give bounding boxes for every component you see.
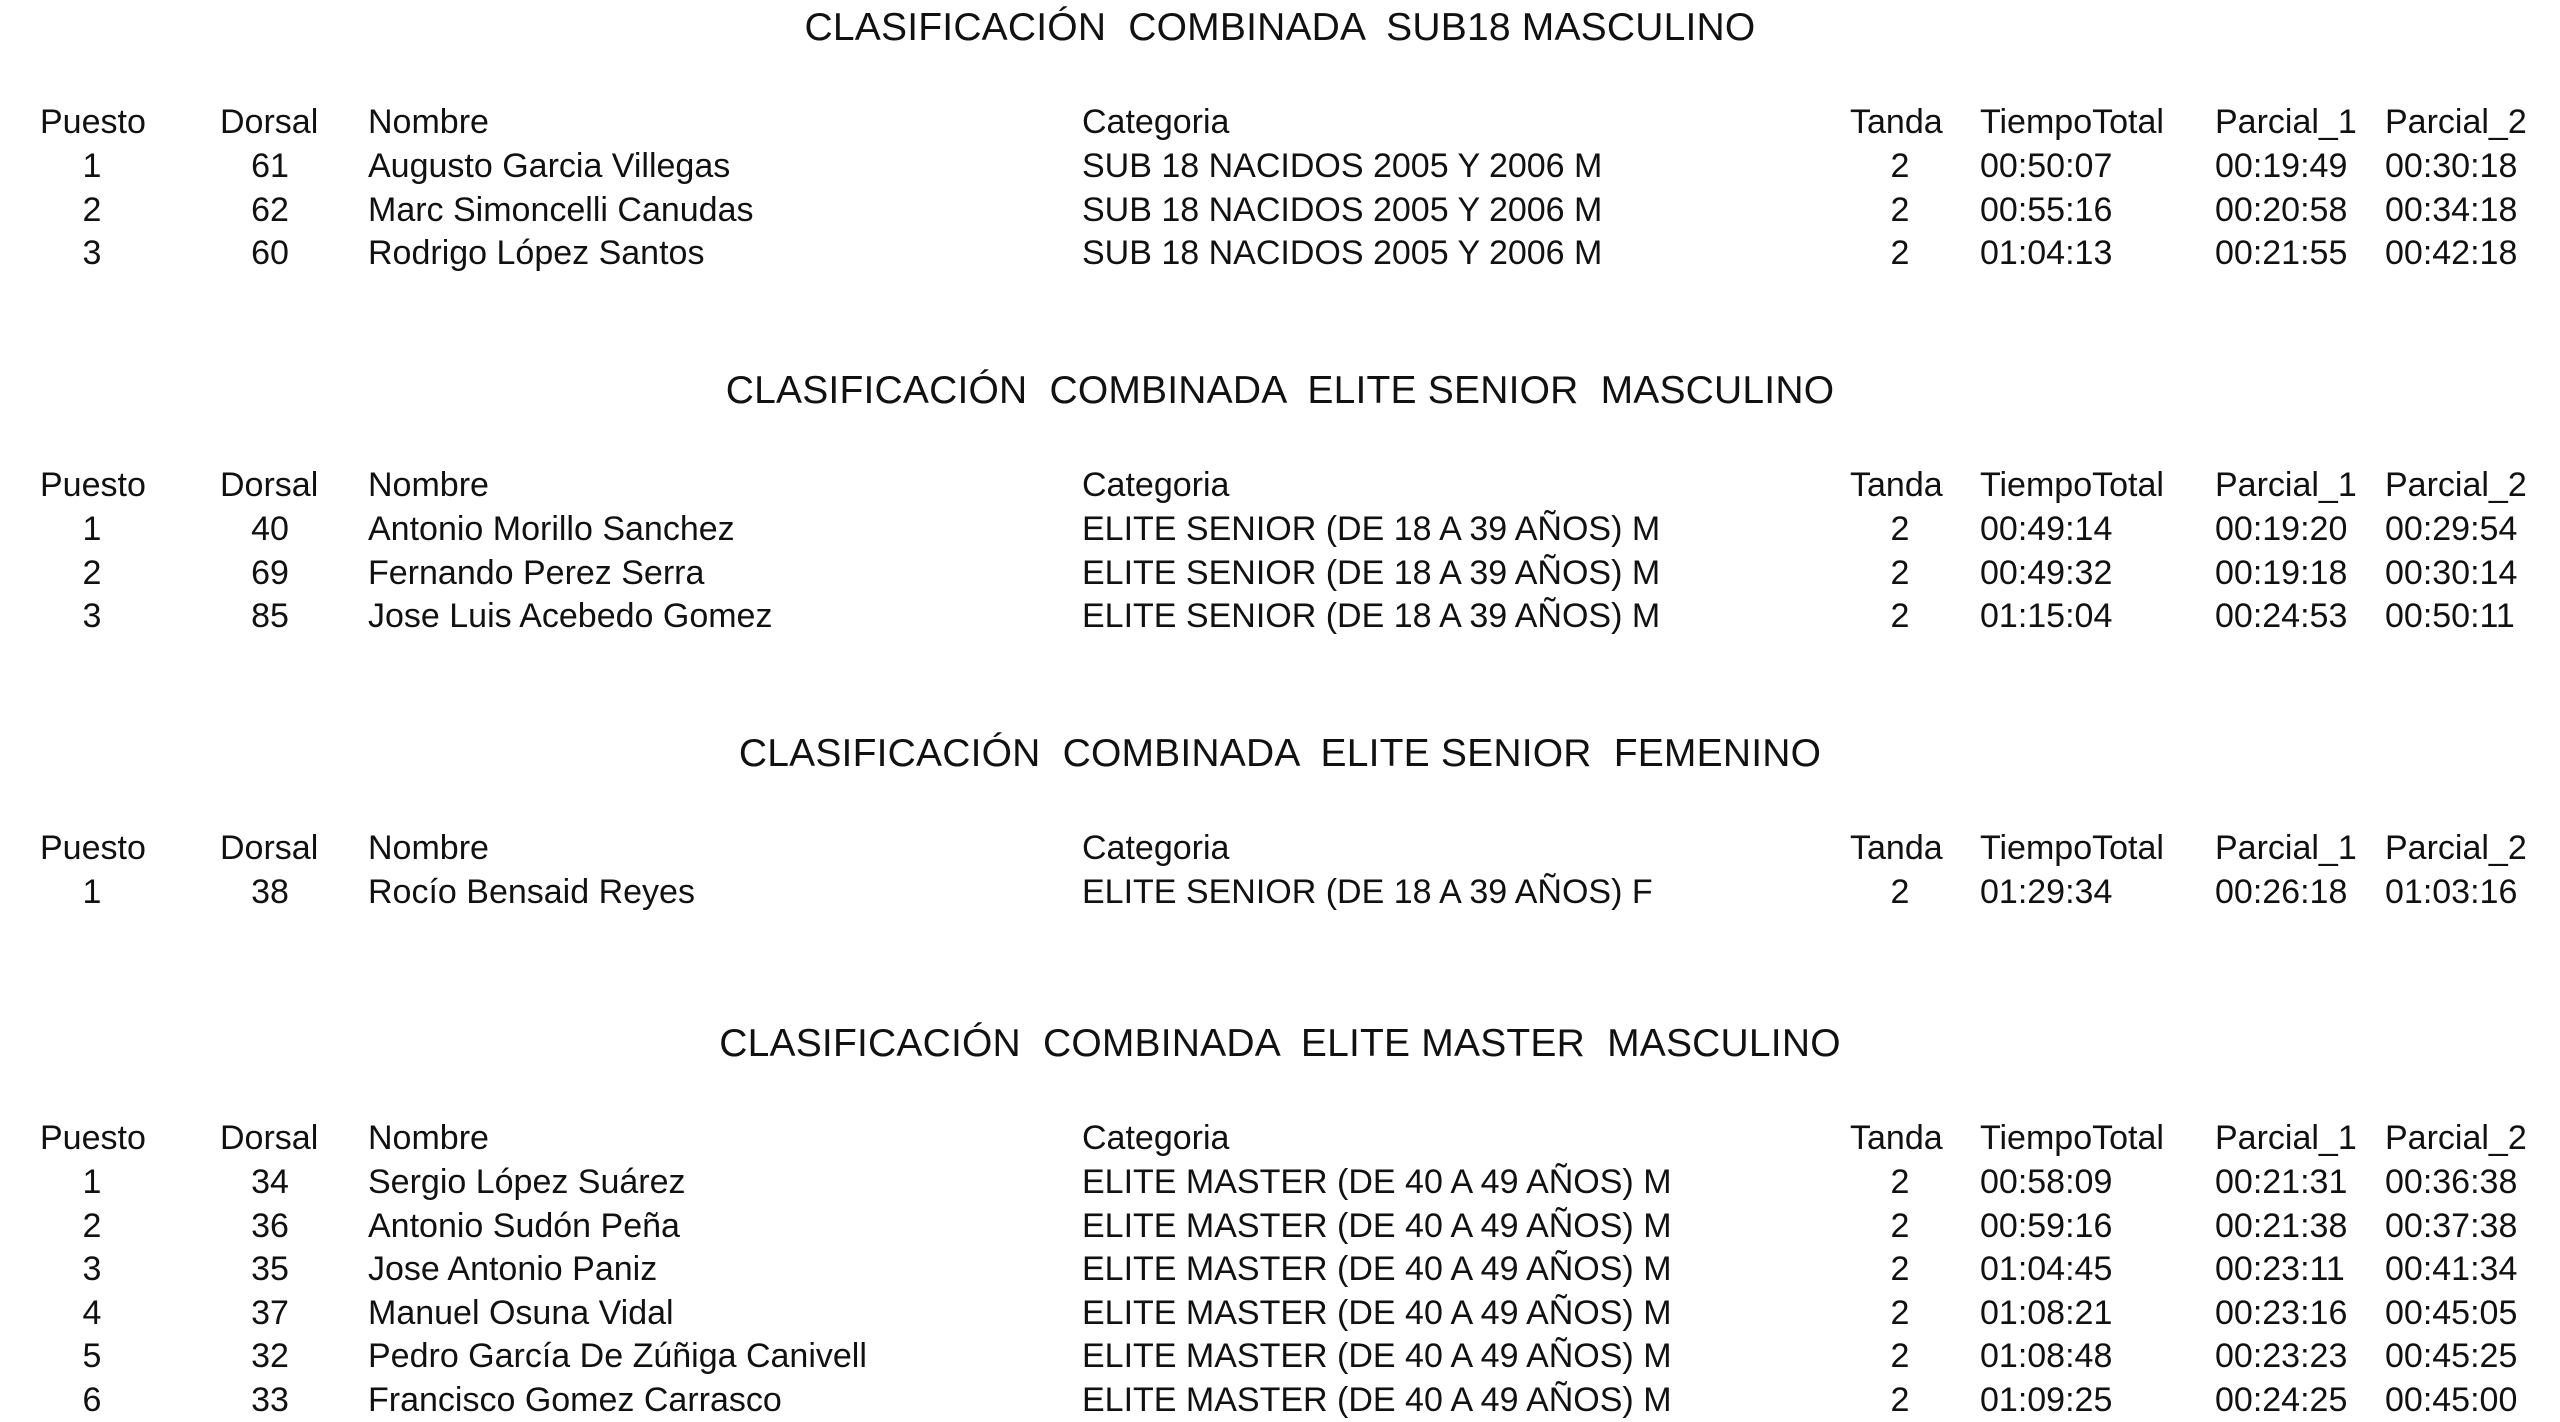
column-header-tiempo-total: TiempoTotal	[1980, 829, 2164, 867]
cell-parcial-1: 00:21:38	[2215, 1206, 2348, 1245]
cell-parcial-2: 00:42:18	[2385, 234, 2518, 272]
cell-parcial-1: 00:24:25	[2215, 1380, 2348, 1419]
cell-tanda: 2	[1890, 1337, 1910, 1375]
cell-tanda: 2	[1890, 553, 1910, 592]
cell-categoria: ELITE MASTER (DE 40 A 49 AÑOS) M	[1082, 1206, 1672, 1245]
cell-puesto: 1	[82, 510, 102, 548]
column-header-tanda: Tanda	[1850, 829, 1943, 867]
cell-nombre: Francisco Gomez Carrasco	[368, 1380, 782, 1419]
column-header-dorsal: Dorsal	[220, 103, 319, 141]
cell-dorsal: 60	[251, 234, 289, 272]
cell-tanda: 2	[1890, 1250, 1910, 1288]
column-header-puesto: Puesto	[40, 103, 146, 141]
cell-nombre: Antonio Morillo Sanchez	[368, 510, 735, 548]
cell-parcial-2: 00:45:25	[2385, 1337, 2518, 1375]
cell-nombre: Marc Simoncelli Canudas	[368, 190, 754, 229]
cell-tiempo-total: 00:49:14	[1980, 510, 2113, 548]
cell-parcial-2: 00:29:54	[2385, 510, 2518, 548]
column-header-nombre: Nombre	[368, 1119, 489, 1157]
cell-dorsal: 33	[251, 1380, 289, 1419]
cell-parcial-2: 00:45:05	[2385, 1293, 2518, 1332]
cell-parcial-2: 00:30:14	[2385, 553, 2518, 592]
cell-parcial-1: 00:24:53	[2215, 597, 2348, 635]
cell-tanda: 2	[1890, 1163, 1910, 1201]
cell-puesto: 2	[82, 190, 102, 229]
cell-tanda: 2	[1890, 234, 1910, 272]
column-header-parcial-2: Parcial_2	[2385, 466, 2527, 504]
column-header-nombre: Nombre	[368, 103, 489, 141]
table-row	[0, 1291, 2560, 1335]
cell-puesto: 3	[82, 234, 102, 272]
table-header-row	[0, 1116, 2560, 1160]
column-header-tanda: Tanda	[1850, 1119, 1943, 1157]
cell-puesto: 5	[82, 1337, 102, 1375]
table-row	[0, 551, 2560, 595]
column-header-parcial-2: Parcial_2	[2385, 829, 2527, 867]
column-header-parcial-2: Parcial_2	[2385, 103, 2527, 141]
cell-dorsal: 85	[251, 597, 289, 635]
cell-tanda: 2	[1890, 873, 1910, 911]
column-header-parcial-1: Parcial_1	[2215, 466, 2357, 504]
cell-dorsal: 37	[251, 1293, 289, 1332]
cell-tiempo-total: 01:08:21	[1980, 1293, 2113, 1332]
column-header-tiempo-total: TiempoTotal	[1980, 1119, 2164, 1157]
cell-puesto: 3	[82, 1250, 102, 1288]
cell-tiempo-total: 00:59:16	[1980, 1206, 2113, 1245]
cell-nombre: Sergio López Suárez	[368, 1163, 686, 1201]
cell-puesto: 1	[82, 1163, 102, 1201]
cell-categoria: ELITE MASTER (DE 40 A 49 AÑOS) M	[1082, 1380, 1672, 1419]
table-row	[0, 1160, 2560, 1204]
cell-parcial-2: 00:36:38	[2385, 1163, 2518, 1201]
cell-parcial-1: 00:20:58	[2215, 190, 2348, 229]
cell-tanda: 2	[1890, 1206, 1910, 1245]
cell-categoria: ELITE SENIOR (DE 18 A 39 AÑOS) M	[1082, 510, 1661, 548]
cell-parcial-2: 00:45:00	[2385, 1380, 2518, 1419]
cell-categoria: SUB 18 NACIDOS 2005 Y 2006 M	[1082, 147, 1603, 185]
cell-nombre: Pedro García De Zúñiga Canivell	[368, 1337, 867, 1375]
cell-tiempo-total: 01:04:13	[1980, 234, 2113, 272]
cell-categoria: ELITE SENIOR (DE 18 A 39 AÑOS) M	[1082, 597, 1661, 635]
cell-dorsal: 62	[251, 190, 289, 229]
table-header-row	[0, 463, 2560, 507]
cell-nombre: Rodrigo López Santos	[368, 234, 705, 272]
column-header-puesto: Puesto	[40, 829, 146, 867]
cell-tiempo-total: 00:50:07	[1980, 147, 2113, 185]
column-header-dorsal: Dorsal	[220, 466, 319, 504]
cell-tanda: 2	[1890, 597, 1910, 635]
cell-parcial-1: 00:23:11	[2215, 1250, 2345, 1288]
cell-tiempo-total: 01:08:48	[1980, 1337, 2113, 1375]
cell-nombre: Rocío Bensaid Reyes	[368, 873, 695, 911]
cell-nombre: Augusto Garcia Villegas	[368, 147, 731, 185]
table-row	[0, 594, 2560, 638]
cell-tiempo-total: 01:29:34	[1980, 873, 2113, 911]
cell-categoria: ELITE MASTER (DE 40 A 49 AÑOS) M	[1082, 1337, 1672, 1375]
cell-categoria: SUB 18 NACIDOS 2005 Y 2006 M	[1082, 234, 1603, 272]
table-row	[0, 188, 2560, 232]
section-title: CLASIFICACIÓN COMBINADA SUB18 MASCULINO	[804, 6, 1756, 49]
column-header-dorsal: Dorsal	[220, 1119, 319, 1157]
cell-parcial-1: 00:23:16	[2215, 1293, 2348, 1332]
column-header-parcial-1: Parcial_1	[2215, 829, 2357, 867]
cell-tanda: 2	[1890, 147, 1910, 185]
table-header-row	[0, 826, 2560, 870]
table-row	[0, 144, 2560, 188]
column-header-tiempo-total: TiempoTotal	[1980, 103, 2164, 141]
column-header-parcial-1: Parcial_1	[2215, 103, 2357, 141]
cell-tiempo-total: 01:09:25	[1980, 1380, 2113, 1419]
column-header-nombre: Nombre	[368, 829, 489, 867]
cell-categoria: ELITE SENIOR (DE 18 A 39 AÑOS) F	[1082, 873, 1653, 911]
cell-dorsal: 34	[251, 1163, 289, 1201]
section-title: CLASIFICACIÓN COMBINADA ELITE MASTER MASCULINO	[719, 1022, 1841, 1065]
cell-nombre: Antonio Sudón Peña	[368, 1206, 680, 1245]
cell-tanda: 2	[1890, 510, 1910, 548]
table-row	[0, 1204, 2560, 1248]
cell-tiempo-total: 00:55:16	[1980, 190, 2113, 229]
cell-puesto: 3	[82, 597, 102, 635]
cell-parcial-1: 00:21:31	[2215, 1163, 2348, 1201]
cell-parcial-2: 00:34:18	[2385, 190, 2518, 229]
cell-categoria: SUB 18 NACIDOS 2005 Y 2006 M	[1082, 190, 1603, 229]
column-header-parcial-1: Parcial_1	[2215, 1119, 2357, 1157]
cell-puesto: 6	[82, 1380, 102, 1419]
cell-categoria: ELITE SENIOR (DE 18 A 39 AÑOS) M	[1082, 553, 1661, 592]
column-header-puesto: Puesto	[40, 1119, 146, 1157]
cell-puesto: 4	[82, 1293, 102, 1332]
cell-dorsal: 35	[251, 1250, 289, 1288]
cell-parcial-1: 00:21:55	[2215, 234, 2348, 272]
table-row	[0, 1334, 2560, 1378]
cell-parcial-2: 01:03:16	[2385, 873, 2518, 911]
cell-tiempo-total: 01:04:45	[1980, 1250, 2113, 1288]
column-header-tanda: Tanda	[1850, 466, 1943, 504]
section-title: CLASIFICACIÓN COMBINADA ELITE SENIOR FEMENINO	[738, 732, 1822, 775]
cell-nombre: Jose Luis Acebedo Gomez	[368, 597, 773, 635]
cell-dorsal: 36	[251, 1206, 289, 1245]
column-header-categoria: Categoria	[1082, 466, 1230, 504]
section-title: CLASIFICACIÓN COMBINADA ELITE SENIOR MASCULINO	[725, 369, 1835, 412]
cell-nombre: Fernando Perez Serra	[368, 553, 705, 592]
column-header-categoria: Categoria	[1082, 103, 1230, 141]
column-header-categoria: Categoria	[1082, 829, 1230, 867]
cell-parcial-1: 00:19:49	[2215, 147, 2348, 185]
cell-tanda: 2	[1890, 1380, 1910, 1419]
column-header-tiempo-total: TiempoTotal	[1980, 466, 2164, 504]
cell-puesto: 2	[82, 1206, 102, 1245]
table-row	[0, 870, 2560, 914]
cell-parcial-2: 00:37:38	[2385, 1206, 2518, 1245]
table-row	[0, 1378, 2560, 1422]
cell-categoria: ELITE MASTER (DE 40 A 49 AÑOS) M	[1082, 1250, 1672, 1288]
cell-tiempo-total: 01:15:04	[1980, 597, 2113, 635]
cell-puesto: 2	[82, 553, 102, 592]
cell-tanda: 2	[1890, 1293, 1910, 1332]
cell-parcial-2: 00:50:11	[2385, 597, 2515, 635]
cell-parcial-1: 00:26:18	[2215, 873, 2348, 911]
column-header-categoria: Categoria	[1082, 1119, 1230, 1157]
cell-tiempo-total: 00:58:09	[1980, 1163, 2113, 1201]
cell-puesto: 1	[82, 873, 102, 911]
cell-nombre: Jose Antonio Paniz	[368, 1250, 658, 1288]
cell-dorsal: 69	[251, 553, 289, 592]
cell-nombre: Manuel Osuna Vidal	[368, 1293, 674, 1332]
cell-dorsal: 61	[251, 147, 289, 185]
cell-categoria: ELITE MASTER (DE 40 A 49 AÑOS) M	[1082, 1163, 1672, 1201]
cell-puesto: 1	[82, 147, 102, 185]
column-header-parcial-2: Parcial_2	[2385, 1119, 2527, 1157]
cell-dorsal: 40	[251, 510, 289, 548]
cell-tiempo-total: 00:49:32	[1980, 553, 2113, 592]
cell-parcial-2: 00:41:34	[2385, 1250, 2518, 1288]
table-header-row	[0, 100, 2560, 144]
column-header-tanda: Tanda	[1850, 103, 1943, 141]
cell-parcial-1: 00:19:20	[2215, 510, 2348, 548]
cell-tanda: 2	[1890, 190, 1910, 229]
cell-parcial-2: 00:30:18	[2385, 147, 2518, 185]
table-row	[0, 1247, 2560, 1291]
column-header-dorsal: Dorsal	[220, 829, 319, 867]
cell-dorsal: 38	[251, 873, 289, 911]
column-header-nombre: Nombre	[368, 466, 489, 504]
column-header-puesto: Puesto	[40, 466, 146, 504]
table-row	[0, 231, 2560, 275]
cell-categoria: ELITE MASTER (DE 40 A 49 AÑOS) M	[1082, 1293, 1672, 1332]
cell-parcial-1: 00:19:18	[2215, 553, 2348, 592]
cell-parcial-1: 00:23:23	[2215, 1337, 2348, 1375]
table-row	[0, 507, 2560, 551]
cell-dorsal: 32	[251, 1337, 289, 1375]
